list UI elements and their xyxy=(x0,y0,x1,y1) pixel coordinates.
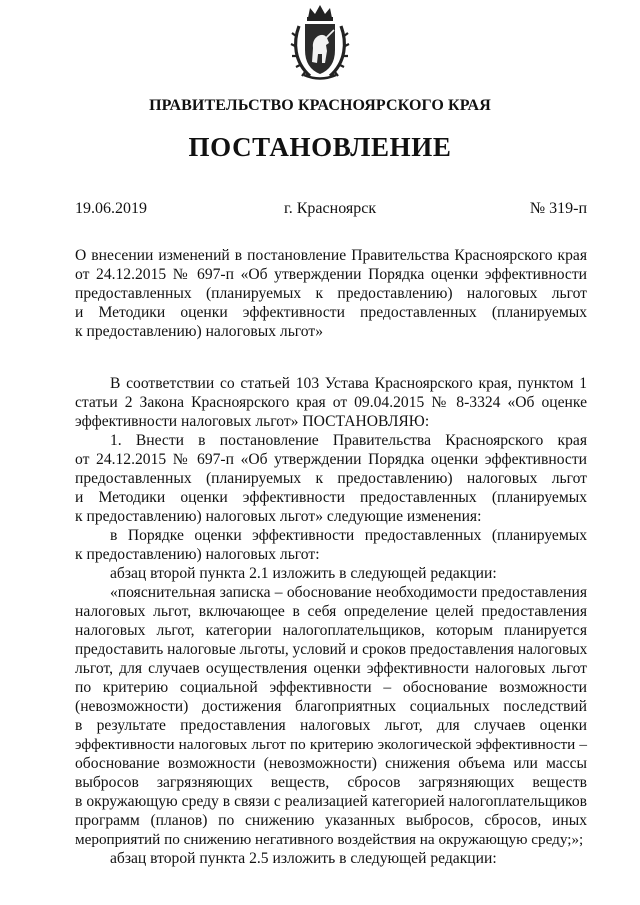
body-line: программ (планов) по снижению указанных выбросов, сбросов, иных xyxy=(75,812,587,829)
document-meta-row xyxy=(75,200,587,218)
body-line: к предоставлению) налоговых льгот: xyxy=(75,546,320,563)
body-line: льгот, для случаев осуществления оценки эффективности налоговых льгот xyxy=(75,660,587,677)
document-place: г. Красноярск xyxy=(284,200,377,217)
document-number: № 319-п xyxy=(529,200,587,217)
document-type-title: ПОСТАНОВЛЕНИЕ xyxy=(188,132,452,162)
body-line: статьи 2 Закона Красноярского края от 09.04.2015 № 8-3324 «Об оценке xyxy=(75,394,587,411)
body-line: В соответствии со статьей 103 Устава Красноярского края, пунктом 1 xyxy=(110,375,587,392)
document-body xyxy=(75,374,587,868)
body-line: и Методики оценки эффективности предоставленных (планируемых xyxy=(75,489,587,506)
body-line: мероприятий по снижению негативного воздействия на окружающую среду;»; xyxy=(75,831,584,848)
body-line: обоснование возможности (невозможности) снижения объема или массы xyxy=(75,755,587,772)
body-line: предоставленных (планируемых к предоставлению) налоговых льгот xyxy=(75,470,587,487)
body-line: эффективности налоговых льгот» ПОСТАНОВЛЯЮ: xyxy=(75,413,430,430)
body-line: к предоставлению) налоговых льгот» следующие изменения: xyxy=(75,508,482,525)
body-line: в окружающую среду в связи с реализацией категорией налогоплательщиков xyxy=(75,793,587,810)
body-line: выбросов загрязняющих веществ, сбросов загрязняющих веществ xyxy=(75,774,587,791)
body-line: (невозможности) достижения благоприятных социальных последствий xyxy=(75,698,587,715)
body-line: в результате предоставления налоговых льгот, для случаев оценки xyxy=(75,717,587,734)
body-line: 1. Внести в постановление Правительства Красноярского края xyxy=(110,432,587,449)
subject-line: и Методики оценки эффективности предоставленных (планируемых xyxy=(75,304,587,321)
body-line: налоговых льгот, включающее в себя определение целей предоставления xyxy=(75,603,587,620)
krasnoyarsk-coat-of-arms-icon xyxy=(290,2,350,82)
subject-line: к предоставлению) налоговых льгот» xyxy=(75,323,324,340)
body-line: абзац второй пункта 2.1 изложить в следующей редакции: xyxy=(110,565,497,582)
document-date: 19.06.2019 xyxy=(75,200,147,217)
body-line: эффективности налоговых льгот по критерию экологической эффективности – xyxy=(75,736,587,753)
body-line: по критерию социальной эффективности – обоснование возможности xyxy=(75,679,587,696)
subject-line: О внесении изменений в постановление Правительства Красноярского края xyxy=(75,247,587,264)
body-line: налоговых льгот, категории налогоплательщиков, которым планируется xyxy=(75,622,587,639)
subject-line: предоставленных (планируемых к предоставлению) налоговых льгот xyxy=(75,285,587,302)
government-name: ПРАВИТЕЛЬСТВО КРАСНОЯРСКОГО КРАЯ xyxy=(149,97,491,114)
body-line: «пояснительная записка – обоснование необходимости предоставления xyxy=(110,584,587,601)
body-line: предоставить налоговые льготы, условий и сроков предоставления налоговых xyxy=(75,641,588,658)
body-line: абзац второй пункта 2.5 изложить в следующей редакции: xyxy=(110,850,497,867)
body-line: от 24.12.2015 № 697-п «Об утверждении Порядка оценки эффективности xyxy=(75,451,587,468)
body-line: в Порядке оценки эффективности предоставленных (планируемых xyxy=(110,527,587,544)
document-subject xyxy=(75,246,587,341)
subject-line: от 24.12.2015 № 697-п «Об утверждении Порядка оценки эффективности xyxy=(75,266,587,283)
